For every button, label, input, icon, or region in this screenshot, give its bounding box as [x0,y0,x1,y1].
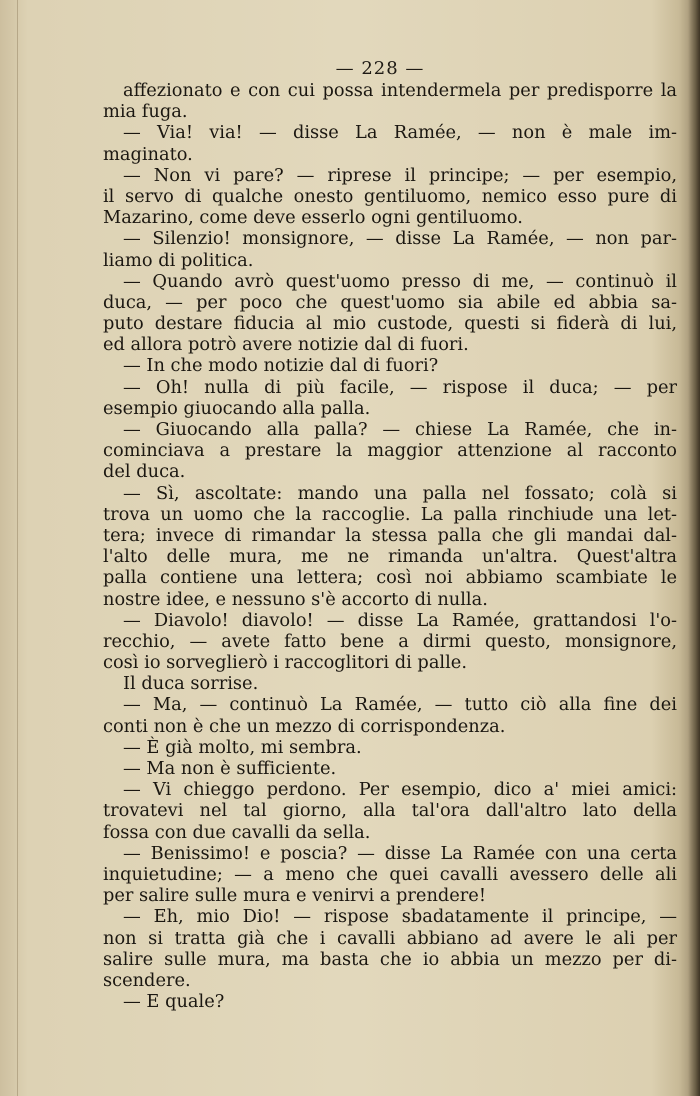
text-line: trovatevi nel tal giorno, alla tal'ora dall'altro lato della [103,800,677,822]
binding-shadow [688,0,700,1096]
text-line: scendere. [103,969,191,991]
paragraph [103,737,677,758]
text-line: mia fuga. [103,101,188,123]
text-line: l'alto delle mura, me ne rimanda un'altra. Quest'altra [103,546,677,568]
text-line: cominciava a prestare la maggior attenzione al racconto [103,440,677,462]
paragraph [103,228,677,270]
text-line: Il duca sorrise. [123,673,259,695]
text-line: nostre idee, e nessuno s'è accorto di nulla. [103,588,488,610]
text-line: conti non è che un mezzo di corrispondenza. [103,715,506,737]
paragraph [103,673,677,694]
text-line: — È già molto, mi sembra. [123,736,362,758]
text-line: il servo di qualche onesto gentiluomo, nemico esso pure di [103,185,677,207]
text-line: — In che modo notizie dal di fuori? [123,355,439,377]
text-line: duca, — per poco che quest'uomo sia abile ed abbia sa- [103,291,677,313]
page-edge-rule [17,0,18,1096]
text-line: — Giuocando alla palla? — chiese La Ramée, che in- [123,419,677,440]
text-line: — Via! via! — disse La Ramée, — non è male im- [123,122,677,144]
text-line: del duca. [103,461,186,483]
text-line: — Eh, mio Dio! — rispose sbadatamente il principe, — [123,906,677,928]
text-line: — Benissimo! e poscia? — disse La Ramée con una certa [123,842,677,864]
text-line: affezionato e con cui possa intendermela per predisporre la [123,80,677,101]
text-line: recchio, — avete fatto bene a dirmi questo, monsignore, [103,630,677,652]
page-number: — 228 — [335,58,425,79]
text-line: — E quale? [123,991,225,1013]
text-line: liamo di politica. [103,249,254,271]
text-line: — Oh! nulla di più facile, — rispose il duca; — per [123,376,677,398]
text-line: — Ma non è sufficiente. [123,758,337,779]
text-line: ed allora potrò avere notizie dal di fuori. [103,334,469,356]
text-line: palla contiene una lettera; così noi abbiamo scambiate le [103,567,677,589]
text-line: inquietudine; — a meno che quei cavalli avessero delle ali [103,863,677,885]
text-line: esempio giuocando alla palla. [103,397,371,419]
paragraph [103,355,677,376]
paragraph [103,377,677,419]
body-text [103,80,677,1012]
text-line: — Diavolo! diavolo! — disse La Ramée, grattandosi l'o- [123,609,677,631]
text-line: — Sì, ascoltate: mando una palla nel fossato; colà si [123,482,677,504]
text-line: — Quando avrò quest'uomo presso di me, — continuò il [123,270,677,292]
text-line: per salire sulle mura e venirvi a prendere! [103,885,486,907]
paragraph [103,271,677,356]
text-line: tera; invece di rimandar la stessa palla che gli mandai dal- [103,524,677,546]
paragraph [103,483,677,610]
paragraph [103,165,677,229]
text-line: — Silenzio! monsignore, — disse La Ramée, — non par- [123,228,677,250]
text-line: così io sorveglierò i raccoglitori di palle. [103,652,467,674]
paragraph [103,779,677,843]
paragraph [103,906,677,991]
paragraph [103,694,677,736]
text-line: — Vi chieggo perdono. Per esempio, dico a' miei amici: [123,779,677,801]
paragraph [103,80,677,122]
text-line: fossa con due cavalli da sella. [103,821,371,843]
paragraph [103,843,677,907]
text-line: trova un uomo che la raccoglie. La palla rinchiude una let- [103,503,677,525]
paragraph [103,991,677,1012]
paragraph [103,610,677,674]
text-line: — Ma, — continuò La Ramée, — tutto ciò alla fine dei [123,694,677,716]
paragraph [103,419,677,483]
paragraph [103,758,677,779]
text-line: maginato. [103,143,193,165]
text-line: non si tratta già che i cavalli abbiano ad avere le ali per [103,927,677,949]
paragraph [103,122,677,164]
text-line: salire sulle mura, ma basta che io abbia un mezzo per di- [103,948,677,970]
text-line: — Non vi pare? — riprese il principe; — per esempio, [123,164,677,186]
text-line: puto destare fiducia al mio custode, questi si fiderà di lui, [103,313,677,335]
text-line: Mazarino, come deve esserlo ogni gentiluomo. [103,207,523,229]
